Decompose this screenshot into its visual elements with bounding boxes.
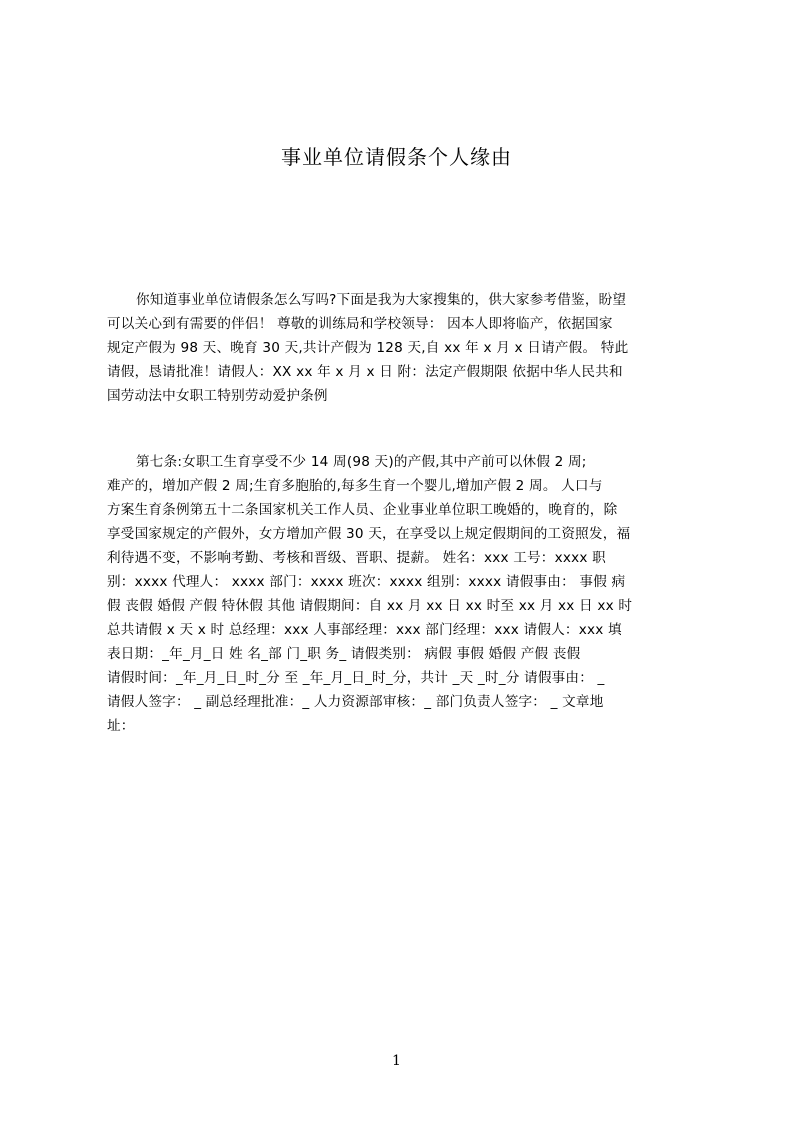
paragraph-intro — [107, 288, 697, 408]
text-line: 国劳动法中女职工特别劳动爱护条例 — [107, 388, 328, 404]
text-line: 请假时间：_年_月_日_时_分 至 _年_月_日_时_分，共计 _天 _时_分 请假事由： _ — [107, 670, 605, 686]
text-line: 别：xxxx 代理人： xxxx 部门：xxxx 班次：xxxx 组别：xxxx 请假事由： 事假 病 — [107, 574, 626, 590]
text-line: 可以关心到有需要的伴侣！ 尊敬的训练局和学校领导： 因本人即将临产，依据国家 — [107, 316, 613, 332]
text-line: 方案生育条例第五十二条国家机关工作人员、企业事业单位职工晚婚的，晚育的，除 — [107, 502, 618, 518]
page-number: 1 — [392, 1053, 401, 1069]
text-line: 请假人签字： _ 副总经理批准：_ 人力资源部审核：_ 部门负责人签字： _ 文章地 — [107, 694, 604, 710]
text-line: 难产的，增加产假 2 周;生育多胞胎的,每多生育一个婴儿,增加产假 2 周。 人口与 — [107, 478, 603, 494]
text-line: 表日期：_年_月_日 姓 名_部 门_职 务_ 请假类别： 病假 事假 婚假 产假 丧假 — [107, 646, 581, 662]
text-line: 假 丧假 婚假 产假 特休假 其他 请假期间：自 xx 月 xx 日 xx 时至 xx 月 xx 日 xx 时 — [107, 598, 633, 614]
document-title: 事业单位请假条个人缘由 — [281, 145, 512, 169]
text-line: 请假，恳请批准！请假人：XX xx 年 x 月 x 日 附：法定产假期限 依据中华人民共和 — [107, 364, 623, 380]
text-line: 你知道事业单位请假条怎么写吗?下面是我为大家搜集的，供大家参考借鉴，盼望 — [136, 292, 627, 308]
text-line: 利待遇不变，不影响考勤、考核和晋级、晋职、提薪。 姓名：xxx 工号：xxxx 职 — [107, 550, 606, 566]
text-line: 规定产假为 98 天、晚育 30 天,共计产假为 128 天,自 xx 年 x 月 x 日请产假。 特此 — [107, 340, 629, 356]
text-line: 址： — [107, 718, 135, 734]
text-line: 享受国家规定的产假外，女方增加产假 30 天，在享受以上规定假期间的工资照发，福 — [107, 526, 631, 542]
text-line: 总共请假 x 天 x 时 总经理：xxx 人事部经理：xxx 部门经理：xxx 请假人：xxx 填 — [107, 622, 622, 638]
paragraph-article-seven — [107, 450, 697, 738]
text-line: 第七条:女职工生育享受不少 14 周(98 天)的产假,其中产前可以休假 2 周; — [136, 454, 587, 470]
